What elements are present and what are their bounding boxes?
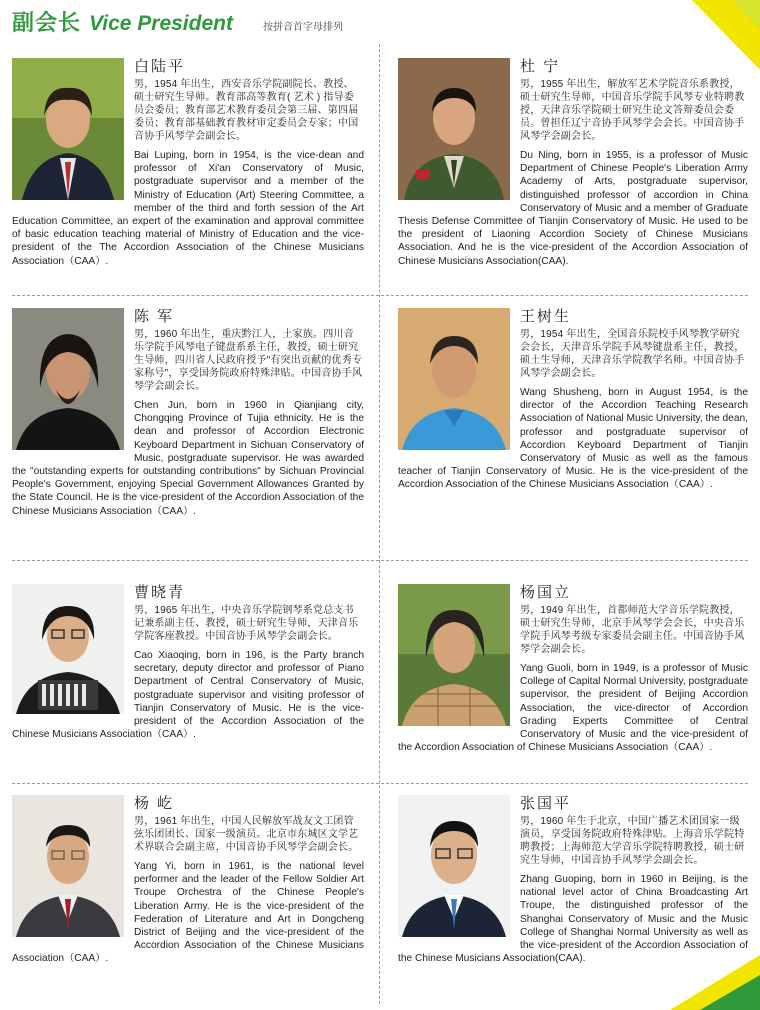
portrait-photo (12, 795, 124, 937)
person-card (12, 584, 364, 779)
person-bio-en: Wang Shusheng, born in August 1954, is the director of the Accordion Teaching Research Association of National Music University, the dean, professor and postgraduate supervisor of Accordion Keyboard Department of Tianjin Conservatory of Music as well as the famous teacher of Tianjin Conservatory of Music. He is the vice-president of the Accordion Association of the Chinese Musicians Association（CAA）. (398, 387, 748, 491)
person-bio-cn: 男，1960 年出生，重庆黔江人，土家族。四川音乐学院手风琴电子键盘系系主任，教授，硕士研究生导师，四川省人民政府授予"有突出贡献的优秀专家称号"，享受国务院政府特殊津贴。中国音协手风琴学会副会长。 (134, 329, 363, 392)
row-divider (12, 560, 748, 561)
person-bio-cn: 男，1955 年出生，解放军艺术学院音乐系教授，硕士研究生导师，中国音乐学院手风琴专业特聘教授，天津音乐学院硕士研究生论文答辩委员会委员。曾担任辽宁音协手风琴学会会长。中国音协手风琴学会副会长。 (520, 79, 745, 142)
person-bio-cn: 男，1954 年出生，全国音乐院校手风琴教学研究会会长，天津音乐学院手风琴键盘系主任，教授，硕士生导师，天津音乐学院教学名师。中国音协手风琴学会副会长。 (520, 329, 745, 379)
portrait-photo (398, 58, 510, 200)
person-card (398, 795, 748, 1000)
person-bio-en: Chen Jun, born in 1960 in Qianjiang city, Chongqing Province of Tujia ethnicity. He is the dean and professor of Accordion Electronic Keyboard Department in Sichuan Conservatory of Music, postgraduate supervisor. He was awarded the "outstanding experts for outstanding contributions" by Sichuan Provincial People's Government, enjoying Special Government Allowances Granted by the State Council. He is the vice-president of the Accordion Association of the Chinese Musicians Association（CAA）. (12, 400, 364, 517)
person-name: 张国平 (520, 795, 572, 812)
person-name: 陈 军 (134, 308, 175, 325)
person-name: 白陆平 (134, 58, 186, 75)
person-bio-en: Bai Luping, born in 1954, is the vice-dean and professor of Xi'an Conservatory of Music, postgraduate supervisor and a member of the Ministry of Education (Art) Steering Committee, a member of the third and forth session of the Art Education Committee, an expert of the examination and approval committee of basic education teaching material of Ministry of Education and the vice-president of the The Accordion Association of the Chinese Musicians Association（CAA）. (12, 150, 364, 267)
portrait-photo (12, 308, 124, 450)
person-bio-en: Zhang Guoping, born in 1960 in Beijing, is the national level actor of China Broadcasting Art Troupe, the distinguished professor of the Shanghai Conservatory of Music and the Music College of Shanghai Normal University as well as the vice-president of the Accordion Association of the Chinese Musicians Association(CAA). (398, 874, 748, 965)
row-divider (12, 295, 748, 296)
person-bio-en: Du Ning, born in 1955, is a professor of Music Department of Chinese People's Liberation Army Academy of Arts, postgraduate supervisor, distinguished professor of accordion in China Conservatory of Music and a member of Graduate Thesis Defense Committee of Tianjin Conservatory of Music. He used to be the president of Liaoning Accordion Society of Chinese Musicians Association. And he is the vice-president of the Accordion Association of Chinese Musicians Association(CAA). (398, 150, 748, 267)
portrait-photo (398, 308, 510, 450)
person-name: 杜 宁 (520, 58, 561, 75)
person-bio-en: Yang Guoli, born in 1949, is a professor of Music College of Capital Normal University, postgraduate supervisor, the president of Beijing Accordion Association, the vice-director of Accordion Grading Experts Committee of Central Conservatory of Music and the vice-president of the Accordion Association of Chinese Musicians Association（CAA）. (398, 663, 748, 754)
person-name: 王树生 (520, 308, 572, 325)
person-card (398, 58, 748, 290)
person-bio-en: Yang Yi, born in 1961, is the national level performer and the leader of the Fellow Soldier Art Troupe Orchestra of the Chinese People's Liberation Army. He is the vice-president of the Federation of Literature and Art in Dongcheng District of Beijing and the vice-president of the Accordion Association of the Chinese Musicians Association（CAA）. (12, 861, 364, 965)
person-name: 杨国立 (520, 584, 572, 601)
portrait-photo (398, 795, 510, 937)
sort-order-note: 按拼音首字母排列 (262, 22, 343, 33)
person-card (398, 308, 748, 553)
portrait-photo (12, 58, 124, 200)
person-name: 曹晓青 (134, 584, 186, 601)
person-bio-cn: 男，1960 年生于北京，中国广播艺术团国家一级演员，享受国务院政府特殊津贴。上海音乐学院特聘教授；上海师范大学音乐学院特聘教授，硕士研究生导师，中国音协手风琴学会副会长。 (520, 816, 745, 866)
person-card (12, 58, 364, 290)
page-title-en: Vice President (89, 12, 233, 35)
person-bio-cn: 男，1961 年出生，中国人民解放军战友文工团管弦乐团团长、国家一级演员。北京市东城区文学艺术界联合会副主席，中国音协手风琴学会副会长。 (134, 816, 359, 853)
person-card (12, 795, 364, 1000)
column-divider (379, 44, 380, 1004)
person-bio-cn: 男，1965 年出生，中央音乐学院钢琴系党总支书记兼系副主任、教授，硕士研究生导师，天津音乐学院客座教授。中国音协手风琴学会副会长。 (134, 605, 359, 642)
person-name: 杨 屹 (134, 795, 175, 812)
page-title-cn: 副会长 (12, 10, 82, 35)
person-bio-cn: 男，1949 年出生，首都师范大学音乐学院教授，硕士研究生导师，北京手风琴学会会长，中央音乐学院手风琴考级专家委员会副主任。中国音协手风琴学会副会长。 (520, 605, 745, 655)
row-divider (12, 783, 748, 784)
portrait-photo (12, 584, 124, 714)
portrait-photo (398, 584, 510, 726)
person-bio-cn: 男，1954 年出生，西安音乐学院副院长、教授、硕士研究生导师。教育部高等教育( 艺术 ) 指导委员会委员；教育部艺术教育委员会第三届、第四届委员；教育部基础教育教材审定委员会专家；中国音协手风琴学会副会长。 (134, 79, 359, 142)
person-card (12, 308, 364, 553)
person-card (398, 584, 748, 779)
page-header (12, 6, 343, 40)
person-bio-en: Cao Xiaoqing, born in 196, is the Party branch secretary, deputy director and professor of Piano Department of Central Conservatory of Music, postgraduate supervisor and visiting professor of Tianjin Conservatory of Music. He is the vice-president of the Accordion Association of the Chinese Musicians Association（CAA）. (12, 650, 364, 741)
